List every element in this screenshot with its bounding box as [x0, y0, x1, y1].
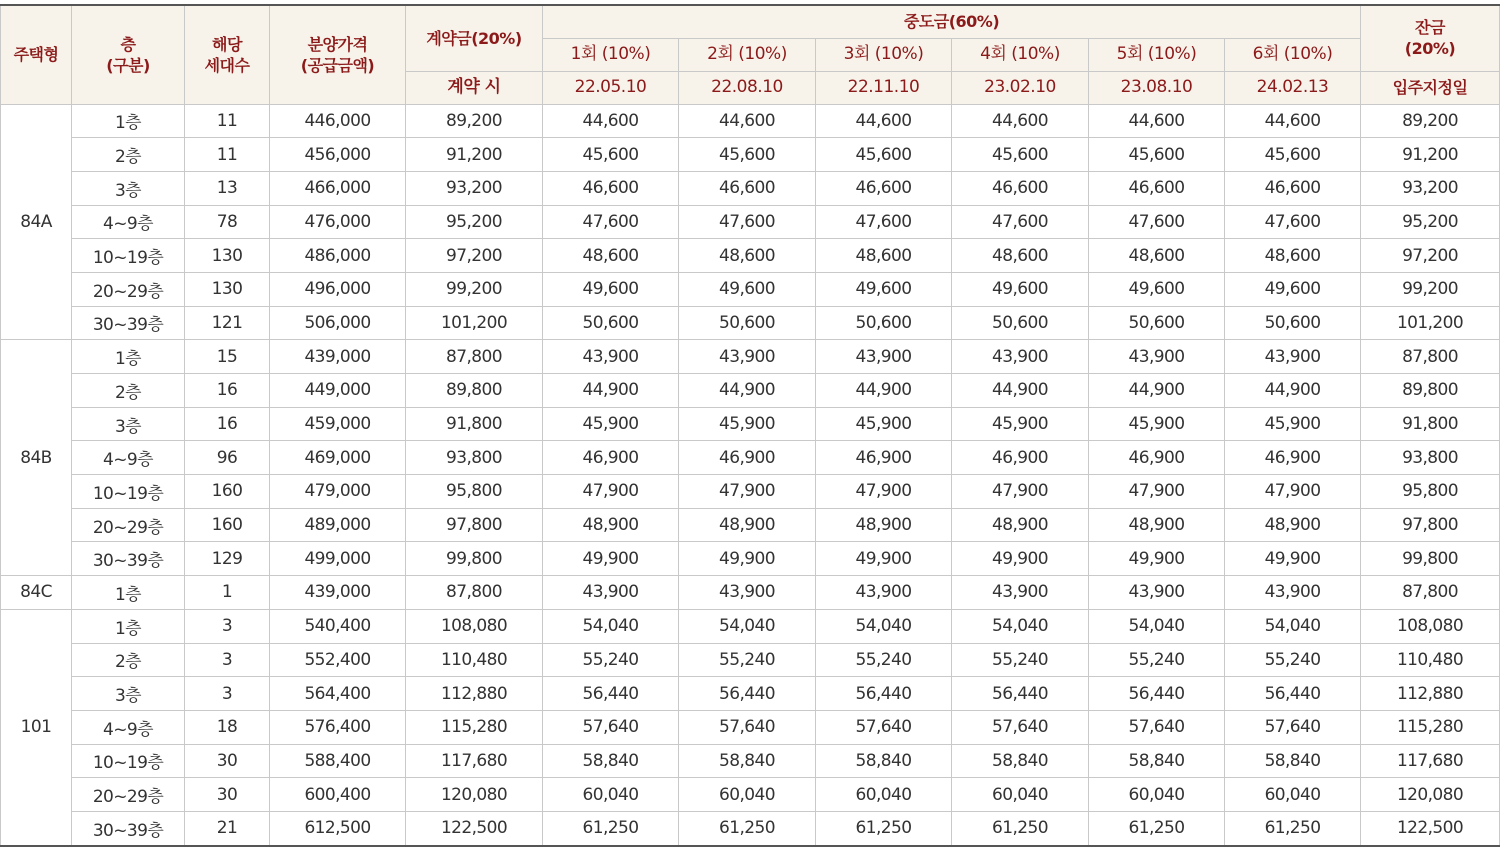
unit-type-cell: 84C — [1, 576, 72, 610]
units-cell: 30 — [185, 778, 270, 812]
table-row — [1, 205, 1500, 239]
installment-cell-2: 48,900 — [679, 508, 816, 542]
installment-cell-5: 54,040 — [1089, 609, 1225, 643]
installment-cell-1: 61,250 — [543, 811, 679, 845]
installment-cell-6: 46,600 — [1225, 171, 1361, 205]
balance-cell: 93,800 — [1361, 441, 1500, 475]
installment-cell-4: 45,900 — [952, 407, 1089, 441]
header-installment-date-2: 22.08.10 — [679, 71, 816, 104]
installment-cell-4: 57,640 — [952, 710, 1089, 744]
installment-cell-1: 44,600 — [543, 104, 679, 138]
installment-cell-1: 56,440 — [543, 677, 679, 711]
deposit-cell: 87,800 — [406, 340, 543, 374]
installment-cell-3: 57,640 — [816, 710, 952, 744]
installment-cell-2: 61,250 — [679, 811, 816, 845]
installment-cell-2: 57,640 — [679, 710, 816, 744]
installment-cell-1: 60,040 — [543, 778, 679, 812]
deposit-cell: 89,800 — [406, 374, 543, 408]
balance-cell: 93,200 — [1361, 171, 1500, 205]
units-cell: 160 — [185, 508, 270, 542]
table-header — [1, 5, 1500, 104]
installment-cell-5: 50,600 — [1089, 306, 1225, 340]
installment-cell-3: 46,900 — [816, 441, 952, 475]
floor-cell: 2층 — [72, 138, 185, 172]
installment-cell-6: 55,240 — [1225, 643, 1361, 677]
installment-cell-5: 45,900 — [1089, 407, 1225, 441]
deposit-cell: 97,200 — [406, 239, 543, 273]
installment-cell-6: 58,840 — [1225, 744, 1361, 778]
installment-cell-5: 49,600 — [1089, 272, 1225, 306]
units-cell: 18 — [185, 710, 270, 744]
installment-cell-1: 44,900 — [543, 374, 679, 408]
balance-cell: 99,800 — [1361, 542, 1500, 576]
table-row — [1, 340, 1500, 374]
header-units: 해당 세대수 — [185, 5, 270, 104]
installment-cell-6: 50,600 — [1225, 306, 1361, 340]
price-cell: 456,000 — [270, 138, 406, 172]
installment-cell-5: 45,600 — [1089, 138, 1225, 172]
installment-cell-6: 49,600 — [1225, 272, 1361, 306]
deposit-cell: 108,080 — [406, 609, 543, 643]
installment-cell-5: 43,900 — [1089, 576, 1225, 610]
units-cell: 96 — [185, 441, 270, 475]
payment-schedule-table-wrap — [0, 4, 1500, 847]
floor-cell: 2층 — [72, 643, 185, 677]
installment-cell-5: 56,440 — [1089, 677, 1225, 711]
balance-cell: 120,080 — [1361, 778, 1500, 812]
deposit-cell: 87,800 — [406, 576, 543, 610]
installment-cell-5: 60,040 — [1089, 778, 1225, 812]
balance-cell: 87,800 — [1361, 576, 1500, 610]
installment-cell-4: 45,600 — [952, 138, 1089, 172]
installment-cell-5: 49,900 — [1089, 542, 1225, 576]
header-type: 주택형 — [1, 5, 72, 104]
installment-cell-2: 45,900 — [679, 407, 816, 441]
installment-cell-4: 55,240 — [952, 643, 1089, 677]
units-cell: 13 — [185, 171, 270, 205]
units-cell: 21 — [185, 811, 270, 845]
units-cell: 1 — [185, 576, 270, 610]
installment-cell-2: 47,600 — [679, 205, 816, 239]
floor-cell: 10~19층 — [72, 475, 185, 509]
balance-cell: 97,200 — [1361, 239, 1500, 273]
deposit-cell: 91,200 — [406, 138, 543, 172]
price-cell: 449,000 — [270, 374, 406, 408]
units-cell: 11 — [185, 104, 270, 138]
price-cell: 564,400 — [270, 677, 406, 711]
header-deposit: 계약금(20%) — [406, 5, 543, 71]
deposit-cell: 95,800 — [406, 475, 543, 509]
installment-cell-3: 45,600 — [816, 138, 952, 172]
price-cell: 506,000 — [270, 306, 406, 340]
installment-cell-5: 48,900 — [1089, 508, 1225, 542]
deposit-cell: 115,280 — [406, 710, 543, 744]
table-row — [1, 475, 1500, 509]
header-installment-1: 1회 (10%) — [543, 38, 679, 71]
installment-cell-2: 44,900 — [679, 374, 816, 408]
installment-cell-6: 43,900 — [1225, 340, 1361, 374]
installment-cell-5: 44,600 — [1089, 104, 1225, 138]
installment-cell-1: 48,600 — [543, 239, 679, 273]
price-cell: 476,000 — [270, 205, 406, 239]
balance-cell: 99,200 — [1361, 272, 1500, 306]
installment-cell-6: 57,640 — [1225, 710, 1361, 744]
installment-cell-4: 49,900 — [952, 542, 1089, 576]
units-cell: 11 — [185, 138, 270, 172]
installment-cell-2: 47,900 — [679, 475, 816, 509]
price-cell: 499,000 — [270, 542, 406, 576]
deposit-cell: 89,200 — [406, 104, 543, 138]
table-row — [1, 239, 1500, 273]
installment-cell-5: 44,900 — [1089, 374, 1225, 408]
installment-cell-3: 47,900 — [816, 475, 952, 509]
table-row — [1, 138, 1500, 172]
header-installment-date-5: 23.08.10 — [1089, 71, 1225, 104]
floor-cell: 4~9층 — [72, 205, 185, 239]
table-row — [1, 710, 1500, 744]
installment-cell-3: 46,600 — [816, 171, 952, 205]
installment-cell-3: 45,900 — [816, 407, 952, 441]
floor-cell: 2층 — [72, 374, 185, 408]
installment-cell-4: 44,900 — [952, 374, 1089, 408]
installment-cell-1: 43,900 — [543, 576, 679, 610]
units-cell: 3 — [185, 609, 270, 643]
installment-cell-4: 46,900 — [952, 441, 1089, 475]
installment-cell-3: 43,900 — [816, 576, 952, 610]
balance-cell: 95,800 — [1361, 475, 1500, 509]
installment-cell-2: 43,900 — [679, 576, 816, 610]
table-row — [1, 374, 1500, 408]
installment-cell-2: 55,240 — [679, 643, 816, 677]
deposit-cell: 112,880 — [406, 677, 543, 711]
price-cell: 600,400 — [270, 778, 406, 812]
installment-cell-6: 49,900 — [1225, 542, 1361, 576]
price-cell: 576,400 — [270, 710, 406, 744]
installment-cell-3: 49,900 — [816, 542, 952, 576]
deposit-cell: 117,680 — [406, 744, 543, 778]
price-cell: 439,000 — [270, 340, 406, 374]
installment-cell-2: 60,040 — [679, 778, 816, 812]
installment-cell-5: 55,240 — [1089, 643, 1225, 677]
installment-cell-4: 43,900 — [952, 576, 1089, 610]
header-installment-date-3: 22.11.10 — [816, 71, 952, 104]
installment-cell-4: 47,600 — [952, 205, 1089, 239]
units-cell: 16 — [185, 374, 270, 408]
installment-cell-1: 55,240 — [543, 643, 679, 677]
header-installment-2: 2회 (10%) — [679, 38, 816, 71]
installment-cell-1: 48,900 — [543, 508, 679, 542]
installment-cell-4: 50,600 — [952, 306, 1089, 340]
floor-cell: 10~19층 — [72, 239, 185, 273]
price-cell: 612,500 — [270, 811, 406, 845]
installment-cell-6: 43,900 — [1225, 576, 1361, 610]
installment-cell-2: 44,600 — [679, 104, 816, 138]
units-cell: 3 — [185, 643, 270, 677]
installment-cell-5: 58,840 — [1089, 744, 1225, 778]
balance-cell: 108,080 — [1361, 609, 1500, 643]
installment-cell-3: 43,900 — [816, 340, 952, 374]
installment-cell-3: 48,900 — [816, 508, 952, 542]
installment-cell-4: 44,600 — [952, 104, 1089, 138]
floor-cell: 30~39층 — [72, 306, 185, 340]
installment-cell-3: 58,840 — [816, 744, 952, 778]
installment-cell-4: 54,040 — [952, 609, 1089, 643]
table-row — [1, 306, 1500, 340]
installment-cell-2: 56,440 — [679, 677, 816, 711]
deposit-cell: 91,800 — [406, 407, 543, 441]
header-floor: 층 (구분) — [72, 5, 185, 104]
floor-cell: 3층 — [72, 171, 185, 205]
installment-cell-5: 47,600 — [1089, 205, 1225, 239]
installment-cell-3: 55,240 — [816, 643, 952, 677]
header-installment-5: 5회 (10%) — [1089, 38, 1225, 71]
installment-cell-6: 48,600 — [1225, 239, 1361, 273]
installment-cell-5: 43,900 — [1089, 340, 1225, 374]
installment-cell-6: 56,440 — [1225, 677, 1361, 711]
installment-cell-1: 49,600 — [543, 272, 679, 306]
header-balance: 잔금 (20%) — [1361, 5, 1500, 71]
header-installment-6: 6회 (10%) — [1225, 38, 1361, 71]
deposit-cell: 101,200 — [406, 306, 543, 340]
installment-cell-1: 45,600 — [543, 138, 679, 172]
deposit-cell: 120,080 — [406, 778, 543, 812]
header-middle-payment: 중도금(60%) — [543, 5, 1361, 38]
floor-cell: 1층 — [72, 340, 185, 374]
installment-cell-5: 61,250 — [1089, 811, 1225, 845]
installment-cell-2: 43,900 — [679, 340, 816, 374]
installment-cell-4: 56,440 — [952, 677, 1089, 711]
header-balance-when: 입주지정일 — [1361, 71, 1500, 104]
units-cell: 160 — [185, 475, 270, 509]
header-deposit-when: 계약 시 — [406, 71, 543, 104]
deposit-cell: 99,800 — [406, 542, 543, 576]
units-cell: 130 — [185, 272, 270, 306]
table-row — [1, 778, 1500, 812]
installment-cell-6: 45,600 — [1225, 138, 1361, 172]
price-cell: 486,000 — [270, 239, 406, 273]
table-row — [1, 508, 1500, 542]
deposit-cell: 93,200 — [406, 171, 543, 205]
price-cell: 446,000 — [270, 104, 406, 138]
installment-cell-4: 60,040 — [952, 778, 1089, 812]
floor-cell: 30~39층 — [72, 542, 185, 576]
installment-cell-2: 45,600 — [679, 138, 816, 172]
deposit-cell: 99,200 — [406, 272, 543, 306]
installment-cell-6: 46,900 — [1225, 441, 1361, 475]
balance-cell: 122,500 — [1361, 811, 1500, 845]
balance-cell: 87,800 — [1361, 340, 1500, 374]
price-cell: 439,000 — [270, 576, 406, 610]
installment-cell-3: 44,600 — [816, 104, 952, 138]
installment-cell-1: 45,900 — [543, 407, 679, 441]
floor-cell: 30~39층 — [72, 811, 185, 845]
floor-cell: 20~29층 — [72, 272, 185, 306]
installment-cell-3: 50,600 — [816, 306, 952, 340]
header-installment-date-1: 22.05.10 — [543, 71, 679, 104]
deposit-cell: 110,480 — [406, 643, 543, 677]
installment-cell-3: 56,440 — [816, 677, 952, 711]
header-installment-3: 3회 (10%) — [816, 38, 952, 71]
installment-cell-1: 47,600 — [543, 205, 679, 239]
installment-cell-1: 50,600 — [543, 306, 679, 340]
floor-cell: 1층 — [72, 104, 185, 138]
price-cell: 540,400 — [270, 609, 406, 643]
installment-cell-6: 47,600 — [1225, 205, 1361, 239]
installment-cell-1: 46,900 — [543, 441, 679, 475]
units-cell: 16 — [185, 407, 270, 441]
price-cell: 466,000 — [270, 171, 406, 205]
header-installment-date-4: 23.02.10 — [952, 71, 1089, 104]
payment-schedule-table — [0, 4, 1500, 847]
installment-cell-6: 47,900 — [1225, 475, 1361, 509]
installment-cell-6: 45,900 — [1225, 407, 1361, 441]
table-row — [1, 576, 1500, 610]
header-installment-4: 4회 (10%) — [952, 38, 1089, 71]
installment-cell-4: 46,600 — [952, 171, 1089, 205]
installment-cell-3: 48,600 — [816, 239, 952, 273]
deposit-cell: 95,200 — [406, 205, 543, 239]
installment-cell-3: 61,250 — [816, 811, 952, 845]
balance-cell: 117,680 — [1361, 744, 1500, 778]
balance-cell: 110,480 — [1361, 643, 1500, 677]
installment-cell-5: 47,900 — [1089, 475, 1225, 509]
installment-cell-3: 54,040 — [816, 609, 952, 643]
installment-cell-1: 54,040 — [543, 609, 679, 643]
installment-cell-4: 61,250 — [952, 811, 1089, 845]
installment-cell-5: 46,600 — [1089, 171, 1225, 205]
header-installment-date-6: 24.02.13 — [1225, 71, 1361, 104]
price-cell: 489,000 — [270, 508, 406, 542]
installment-cell-6: 44,900 — [1225, 374, 1361, 408]
units-cell: 121 — [185, 306, 270, 340]
floor-cell: 4~9층 — [72, 441, 185, 475]
deposit-cell: 97,800 — [406, 508, 543, 542]
balance-cell: 89,800 — [1361, 374, 1500, 408]
price-cell: 588,400 — [270, 744, 406, 778]
floor-cell: 4~9층 — [72, 710, 185, 744]
deposit-cell: 93,800 — [406, 441, 543, 475]
installment-cell-1: 46,600 — [543, 171, 679, 205]
installment-cell-6: 54,040 — [1225, 609, 1361, 643]
price-cell: 552,400 — [270, 643, 406, 677]
installment-cell-6: 61,250 — [1225, 811, 1361, 845]
installment-cell-4: 58,840 — [952, 744, 1089, 778]
price-cell: 469,000 — [270, 441, 406, 475]
installment-cell-4: 48,600 — [952, 239, 1089, 273]
installment-cell-2: 49,900 — [679, 542, 816, 576]
installment-cell-1: 58,840 — [543, 744, 679, 778]
installment-cell-4: 49,600 — [952, 272, 1089, 306]
balance-cell: 101,200 — [1361, 306, 1500, 340]
installment-cell-4: 48,900 — [952, 508, 1089, 542]
installment-cell-1: 57,640 — [543, 710, 679, 744]
installment-cell-5: 48,600 — [1089, 239, 1225, 273]
balance-cell: 95,200 — [1361, 205, 1500, 239]
installment-cell-2: 54,040 — [679, 609, 816, 643]
installment-cell-4: 47,900 — [952, 475, 1089, 509]
installment-cell-1: 49,900 — [543, 542, 679, 576]
installment-cell-2: 50,600 — [679, 306, 816, 340]
price-cell: 496,000 — [270, 272, 406, 306]
table-row — [1, 643, 1500, 677]
installment-cell-6: 44,600 — [1225, 104, 1361, 138]
table-row — [1, 441, 1500, 475]
units-cell: 15 — [185, 340, 270, 374]
balance-cell: 97,800 — [1361, 508, 1500, 542]
table-row — [1, 609, 1500, 643]
installment-cell-3: 47,600 — [816, 205, 952, 239]
units-cell: 78 — [185, 205, 270, 239]
installment-cell-6: 60,040 — [1225, 778, 1361, 812]
units-cell: 129 — [185, 542, 270, 576]
installment-cell-2: 58,840 — [679, 744, 816, 778]
floor-cell: 10~19층 — [72, 744, 185, 778]
table-row — [1, 272, 1500, 306]
installment-cell-2: 46,900 — [679, 441, 816, 475]
installment-cell-2: 48,600 — [679, 239, 816, 273]
deposit-cell: 122,500 — [406, 811, 543, 845]
floor-cell: 20~29층 — [72, 778, 185, 812]
header-price: 분양가격 (공급금액) — [270, 5, 406, 104]
units-cell: 30 — [185, 744, 270, 778]
unit-type-cell: 84B — [1, 340, 72, 576]
floor-cell: 1층 — [72, 609, 185, 643]
table-body — [1, 104, 1500, 846]
installment-cell-3: 60,040 — [816, 778, 952, 812]
installment-cell-5: 46,900 — [1089, 441, 1225, 475]
installment-cell-2: 46,600 — [679, 171, 816, 205]
balance-cell: 112,880 — [1361, 677, 1500, 711]
floor-cell: 1층 — [72, 576, 185, 610]
installment-cell-1: 47,900 — [543, 475, 679, 509]
price-cell: 479,000 — [270, 475, 406, 509]
installment-cell-5: 57,640 — [1089, 710, 1225, 744]
installment-cell-3: 49,600 — [816, 272, 952, 306]
table-row — [1, 104, 1500, 138]
units-cell: 3 — [185, 677, 270, 711]
table-row — [1, 744, 1500, 778]
installment-cell-1: 43,900 — [543, 340, 679, 374]
unit-type-cell: 84A — [1, 104, 72, 340]
installment-cell-6: 48,900 — [1225, 508, 1361, 542]
floor-cell: 3층 — [72, 407, 185, 441]
installment-cell-4: 43,900 — [952, 340, 1089, 374]
table-row — [1, 811, 1500, 845]
balance-cell: 89,200 — [1361, 104, 1500, 138]
unit-type-cell: 101 — [1, 609, 72, 845]
price-cell: 459,000 — [270, 407, 406, 441]
table-row — [1, 171, 1500, 205]
table-row — [1, 542, 1500, 576]
balance-cell: 91,800 — [1361, 407, 1500, 441]
table-row — [1, 677, 1500, 711]
units-cell: 130 — [185, 239, 270, 273]
table-row — [1, 407, 1500, 441]
installment-cell-2: 49,600 — [679, 272, 816, 306]
floor-cell: 20~29층 — [72, 508, 185, 542]
balance-cell: 115,280 — [1361, 710, 1500, 744]
installment-cell-3: 44,900 — [816, 374, 952, 408]
floor-cell: 3층 — [72, 677, 185, 711]
balance-cell: 91,200 — [1361, 138, 1500, 172]
